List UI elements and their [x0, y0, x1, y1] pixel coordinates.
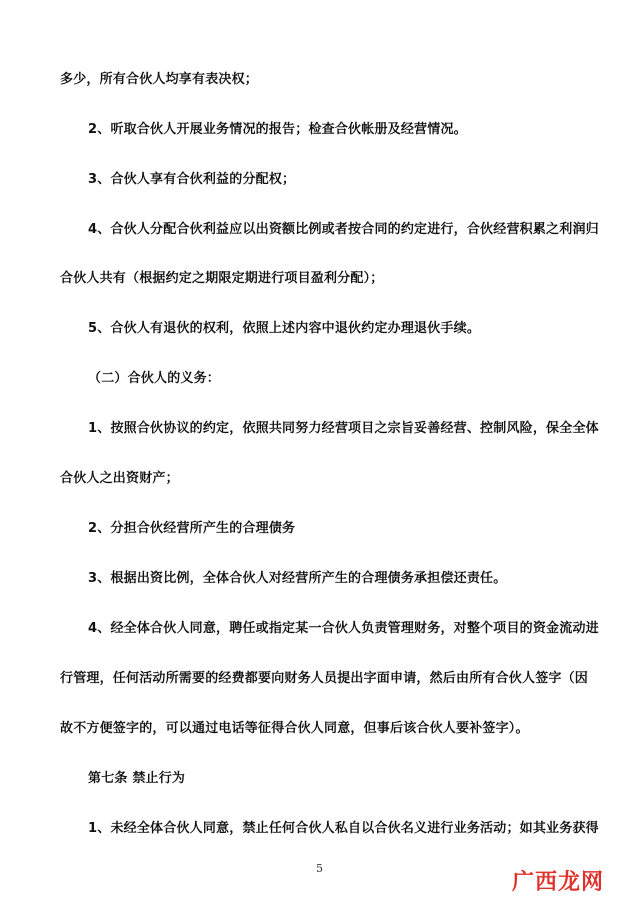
- text-line-4: 4、合伙人分配合伙利益应以出资额比例或者按合同的约定进行，合伙经营积累之利润归: [88, 222, 599, 237]
- text-line-12: 4、经全体合伙人同意，聘任或指定某一合伙人负责管理财务，对整个项目的资金流动进: [88, 621, 599, 636]
- text-line-6: 5、合伙人有退伙的权利，依照上述内容中退伙约定办理退伙手续。: [88, 321, 481, 336]
- text-line-11: 3、根据出资比例，全体合伙人对经营所产生的合理债务承担偿还责任。: [88, 571, 507, 586]
- text-line-2: 2、听取合伙人开展业务情况的报告；检查合伙帐册及经营情况。: [88, 122, 467, 137]
- text-line-10: 2、分担合伙经营所产生的合理债务: [88, 521, 296, 536]
- text-line-1: 多少，所有合伙人均享有表决权；: [60, 72, 259, 87]
- section-heading-obligations: （二）合伙人的义务：: [88, 371, 221, 386]
- watermark-logo: 广西龙网: [512, 870, 605, 895]
- text-line-9: 合伙人之出资财产；: [60, 471, 179, 486]
- text-line-8: 1、按照合伙协议的约定，依照共同努力经营项目之宗旨妥善经营、控制风险，保全全体: [88, 421, 599, 436]
- article-heading: 第七条 禁止行为: [88, 771, 186, 786]
- page-number: 5: [316, 862, 323, 875]
- text-line-3: 3、合伙人享有合伙利益的分配权；: [88, 172, 296, 187]
- text-line-14: 故不方便签字的，可以通过电话等征得合伙人同意，但事后该合伙人要补签字）。: [60, 721, 529, 736]
- text-line-13: 行管理，任何活动所需要的经费都要向财务人员提出字面申请，然后由所有合伙人签字（因: [60, 671, 589, 686]
- text-line-16: 1、未经全体合伙人同意，禁止任何合伙人私自以合伙名义进行业务活动；如其业务获得: [88, 821, 599, 836]
- text-line-5: 合伙人共有（根据约定之期限定期进行项目盈利分配）；: [60, 271, 384, 286]
